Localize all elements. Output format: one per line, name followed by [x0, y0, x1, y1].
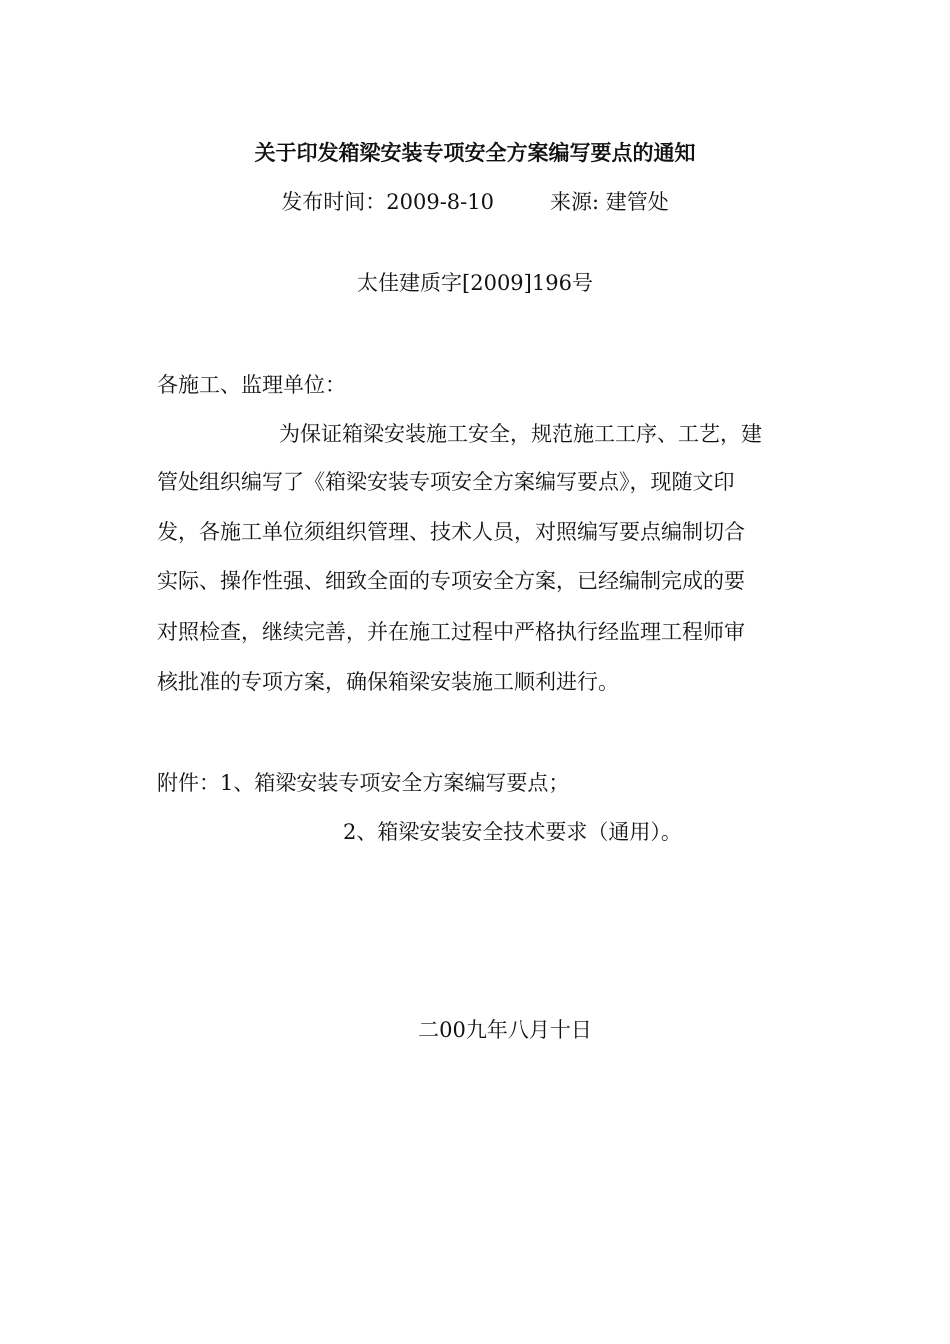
body-line: 为保证箱梁安装施工安全，规范施工工序、工艺，建 [279, 422, 762, 446]
document-number: 太佳建质字[2009]196号 [357, 271, 593, 295]
body-line: 核批准的专项方案，确保箱梁安装施工顺利进行。 [157, 670, 619, 694]
body-line: 实际、操作性强、细致全面的专项安全方案，已经编制完成的要 [157, 569, 745, 593]
attachment-1: 附件：1、箱梁安装专项安全方案编写要点； [157, 771, 570, 795]
issue-date: 二00九年八月十日 [418, 1018, 592, 1042]
attachment-2: 2、箱梁安装安全技术要求（通用）。 [343, 820, 682, 844]
source: 来源: 建管处 [549, 190, 669, 214]
publish-meta [0, 187, 950, 217]
body-line: 发，各施工单位须组织管理、技术人员，对照编写要点编制切合 [157, 520, 745, 544]
publish-time: 发布时间：2009-8-10 [281, 190, 494, 214]
addressee: 各施工、监理单位： [157, 373, 346, 397]
body-line: 管处组织编写了《箱梁安装专项安全方案编写要点》，现随文印 [157, 470, 735, 494]
document-title: 关于印发箱梁安装专项安全方案编写要点的通知 [254, 140, 696, 165]
body-line: 对照检查，继续完善，并在施工过程中严格执行经监理工程师审 [157, 620, 745, 644]
